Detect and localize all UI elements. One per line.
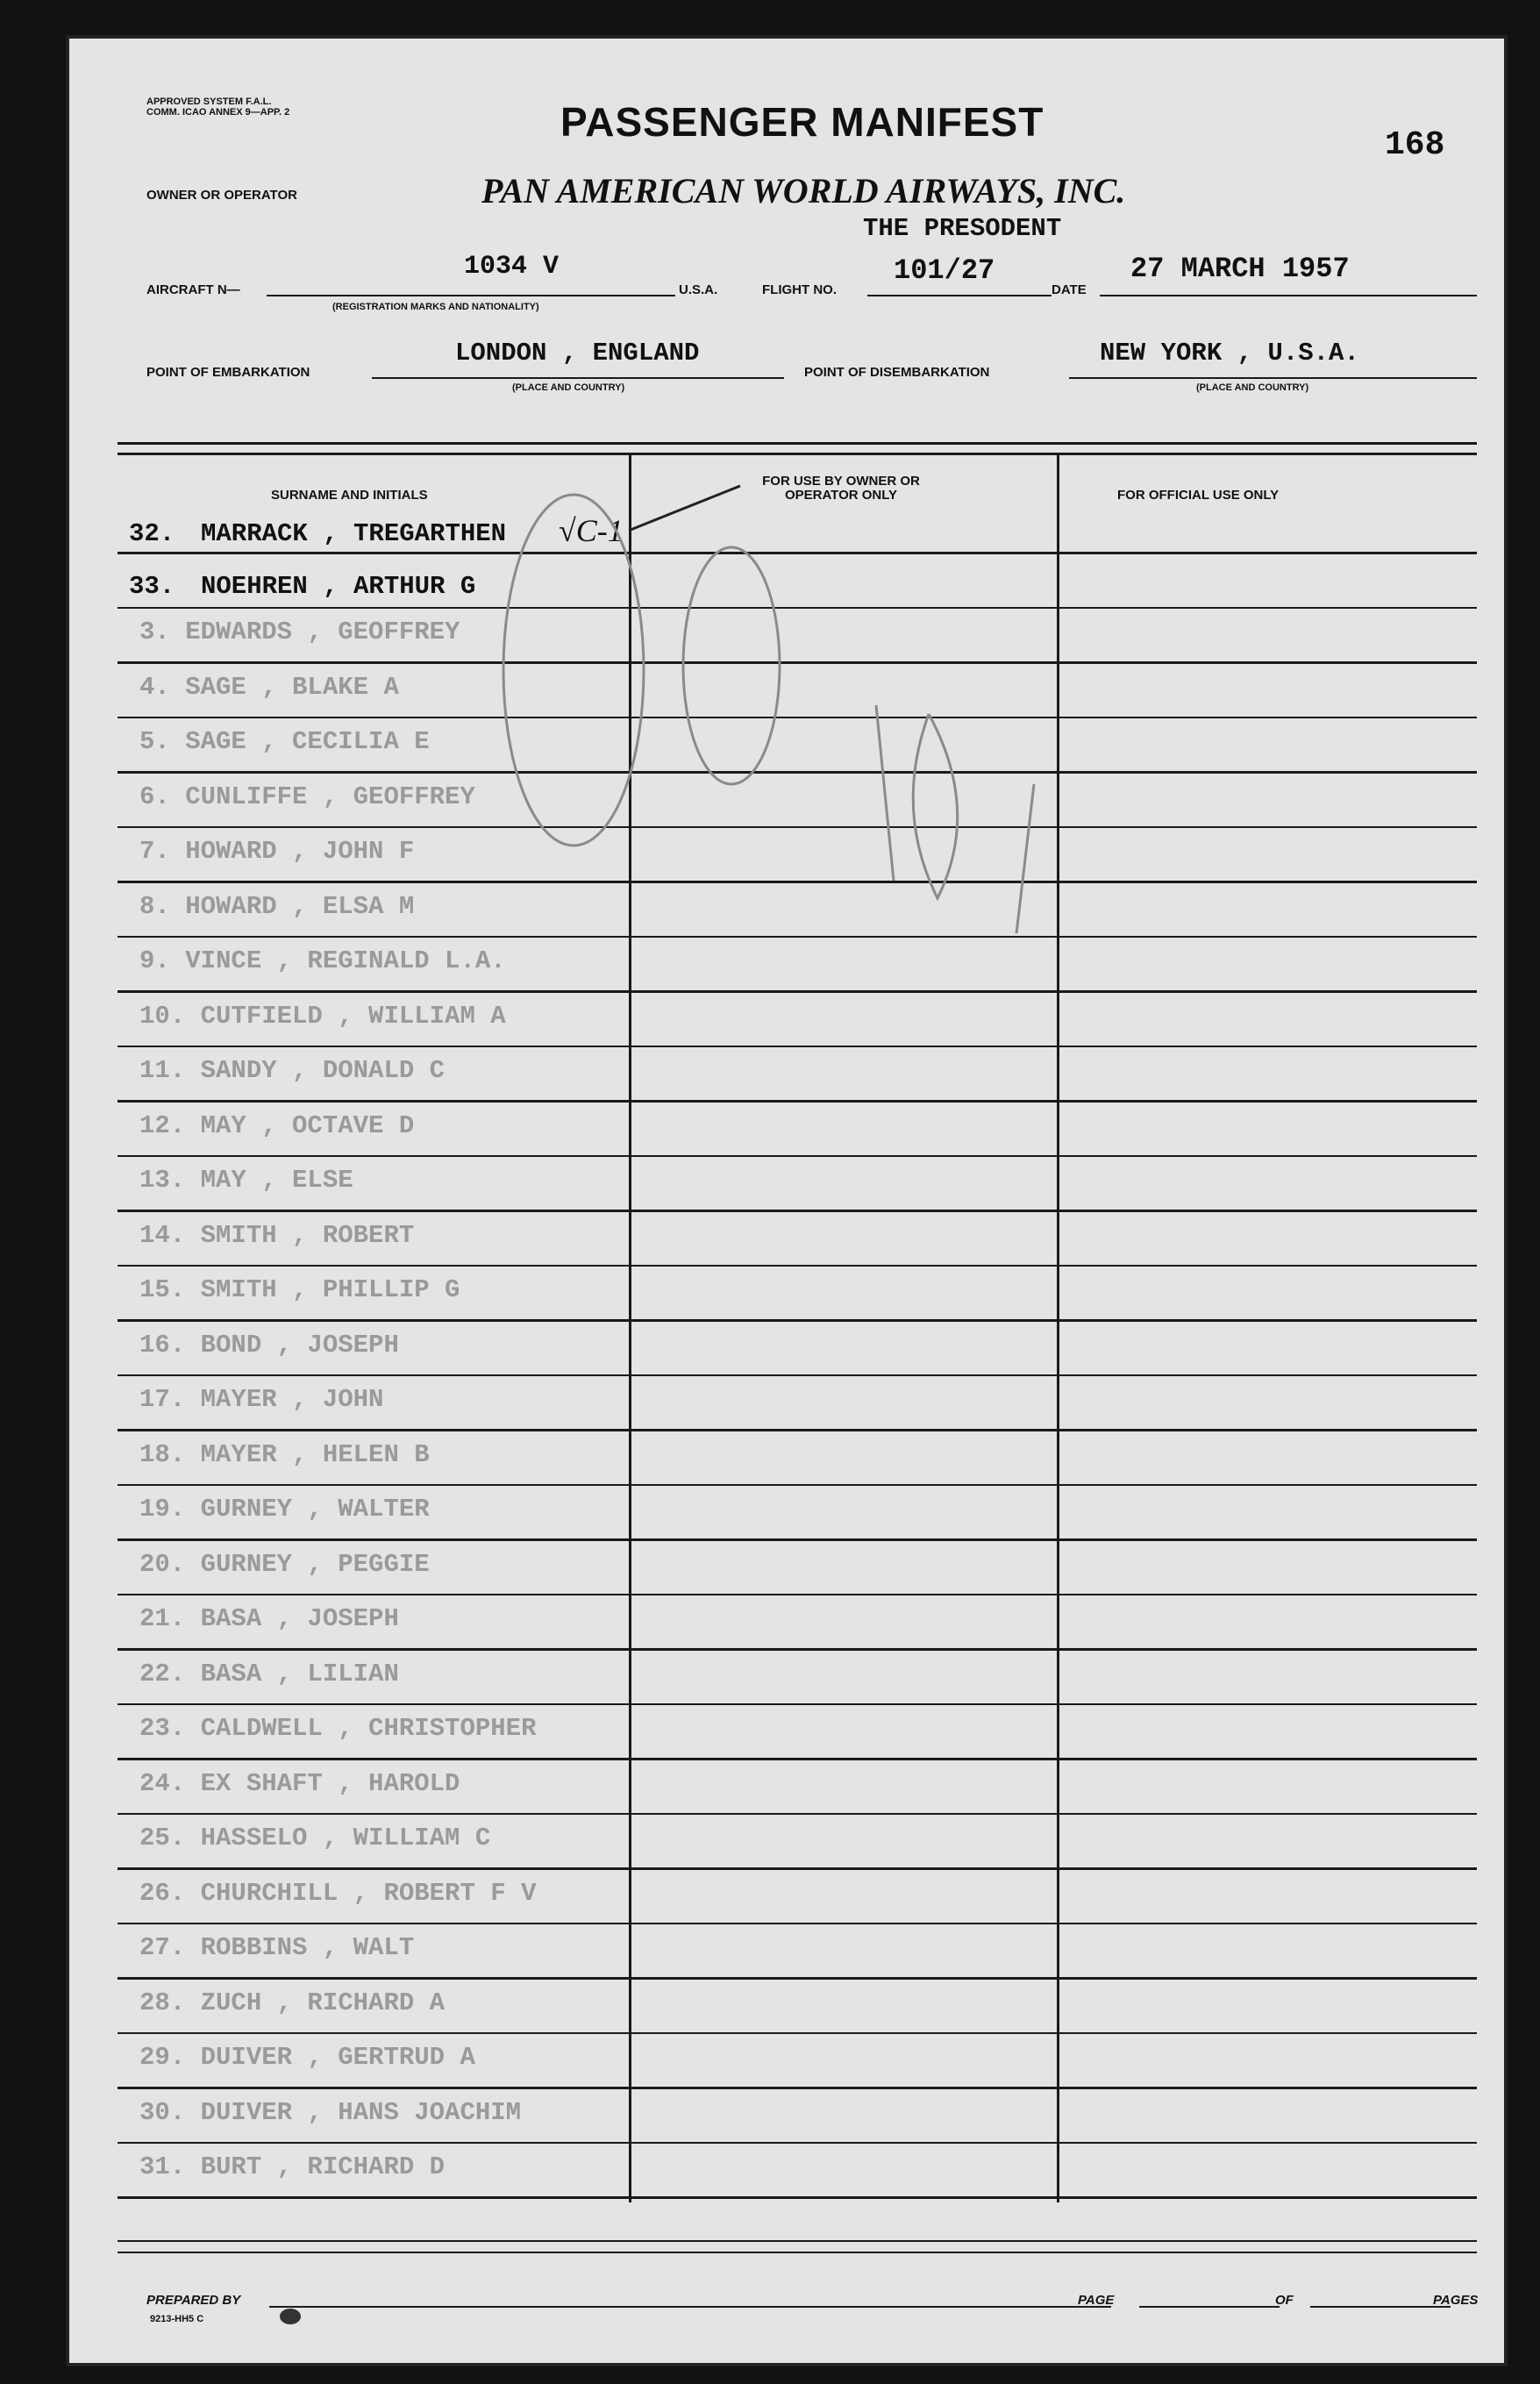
disembarkation-label: POINT OF DISEMBARKATION xyxy=(804,365,990,380)
faded-passenger-entry: 3. EDWARDS , GEOFFREY xyxy=(139,617,460,646)
manifest-page xyxy=(66,35,1508,2366)
usa-label: U.S.A. xyxy=(679,282,718,297)
of-label: OF xyxy=(1275,2293,1294,2308)
registration-note: (REGISTRATION MARKS AND NATIONALITY) xyxy=(332,302,539,312)
faded-passenger-entry: 11. SANDY , DONALD C xyxy=(139,1056,446,1085)
faded-passenger-entry: 14. SMITH , ROBERT xyxy=(139,1220,415,1250)
embarkation-note: (PLACE AND COUNTRY) xyxy=(512,382,625,393)
page-label: PAGE xyxy=(1078,2293,1115,2308)
flight-number: 101/27 xyxy=(894,254,995,287)
faded-passenger-entry: 18. MAYER , HELEN B xyxy=(139,1439,430,1469)
operator-name: PAN AMERICAN WORLD AIRWAYS, INC. xyxy=(481,171,1126,211)
faded-passenger-entry: 10. CUTFIELD , WILLIAM A xyxy=(139,1001,506,1031)
official-column-header: FOR OFFICIAL USE ONLY xyxy=(1117,488,1280,503)
faded-passenger-entry: 31. BURT , RICHARD D xyxy=(139,2152,446,2181)
faded-passenger-entry: 12. MAY , OCTAVE D xyxy=(139,1110,415,1140)
passenger-mark: √C-1 xyxy=(559,513,624,548)
faded-passenger-entry: 6. CUNLIFFE , GEOFFREY xyxy=(139,782,475,811)
owner-label: OWNER OR OPERATOR xyxy=(146,188,297,203)
page-title: PASSENGER MANIFEST xyxy=(560,99,1044,145)
faded-passenger-entry: 27. ROBBINS , WALT xyxy=(139,1933,415,1962)
faded-passenger-entry: 20. GURNEY , PEGGIE xyxy=(139,1549,430,1579)
passenger-number: 33. xyxy=(129,572,175,601)
faded-passenger-entry: 24. EX SHAFT , HAROLD xyxy=(139,1768,460,1798)
embarkation-value: LONDON , ENGLAND xyxy=(455,339,700,368)
manifest-date: 27 MARCH 1957 xyxy=(1130,253,1350,285)
faded-passenger-entry: 15. SMITH , PHILLIP G xyxy=(139,1275,460,1304)
passenger-number: 32. xyxy=(129,519,175,548)
faded-passenger-entry: 4. SAGE , BLAKE A xyxy=(139,672,399,702)
faded-passenger-entry: 9. VINCE , REGINALD L.A. xyxy=(139,946,506,975)
aircraft-number: 1034 V xyxy=(464,252,560,282)
faded-passenger-entry: 19. GURNEY , WALTER xyxy=(139,1495,430,1524)
page-number: 168 xyxy=(1385,126,1445,164)
handwritten-annotations xyxy=(69,39,1504,2363)
flight-label: FLIGHT NO. xyxy=(762,282,837,297)
date-label: DATE xyxy=(1052,282,1087,297)
prepared-by-label: PREPARED BY xyxy=(146,2293,241,2308)
approval-note: APPROVED SYSTEM F.A.L. COMM. ICAO ANNEX 9—APP. 2 xyxy=(146,96,290,118)
faded-passenger-entry: 16. BOND , JOSEPH xyxy=(139,1330,399,1360)
aircraft-label: AIRCRAFT N— xyxy=(146,282,240,297)
faded-passenger-entry: 29. DUIVER , GERTRUD A xyxy=(139,2043,475,2072)
faded-passenger-entry: 21. BASA , JOSEPH xyxy=(139,1604,399,1633)
embarkation-label: POINT OF EMBARKATION xyxy=(146,365,310,380)
passenger-name: MARRACK , TREGARTHEN xyxy=(201,519,507,548)
union-bug-icon xyxy=(280,2309,301,2324)
pages-label: PAGES xyxy=(1433,2293,1479,2308)
passenger-name: NOEHREN , ARTHUR G xyxy=(201,572,476,601)
owner-column-header: FOR USE BY OWNER OR OPERATOR ONLY xyxy=(762,474,920,503)
faded-passenger-entry: 22. BASA , LILIAN xyxy=(139,1659,399,1688)
faded-passenger-entry: 25. HASSELO , WILLIAM C xyxy=(139,1824,491,1852)
faded-passenger-entry: 30. DUIVER , HANS JOACHIM xyxy=(139,2097,522,2127)
surname-column-header: SURNAME AND INITIALS xyxy=(271,488,428,503)
aircraft-name: THE PRESODENT xyxy=(863,214,1062,243)
faded-passenger-entry: 13. MAY , ELSE xyxy=(139,1166,353,1195)
faded-passenger-entry: 23. CALDWELL , CHRISTOPHER xyxy=(139,1714,537,1743)
faded-passenger-entry: 7. HOWARD , JOHN F xyxy=(139,837,415,866)
form-code: 9213-HH5 C xyxy=(150,2314,204,2324)
faded-passenger-entry: 26. CHURCHILL , ROBERT F V xyxy=(139,1878,537,1908)
disembarkation-note: (PLACE AND COUNTRY) xyxy=(1196,382,1309,393)
faded-passenger-entry: 28. ZUCH , RICHARD A xyxy=(139,1988,446,2017)
faded-passenger-entry: 8. HOWARD , ELSA M xyxy=(139,891,415,921)
faded-passenger-entry: 5. SAGE , CECILIA E xyxy=(139,727,430,756)
faded-passenger-entry: 17. MAYER , JOHN xyxy=(139,1385,384,1414)
disembarkation-value: NEW YORK , U.S.A. xyxy=(1100,339,1359,368)
